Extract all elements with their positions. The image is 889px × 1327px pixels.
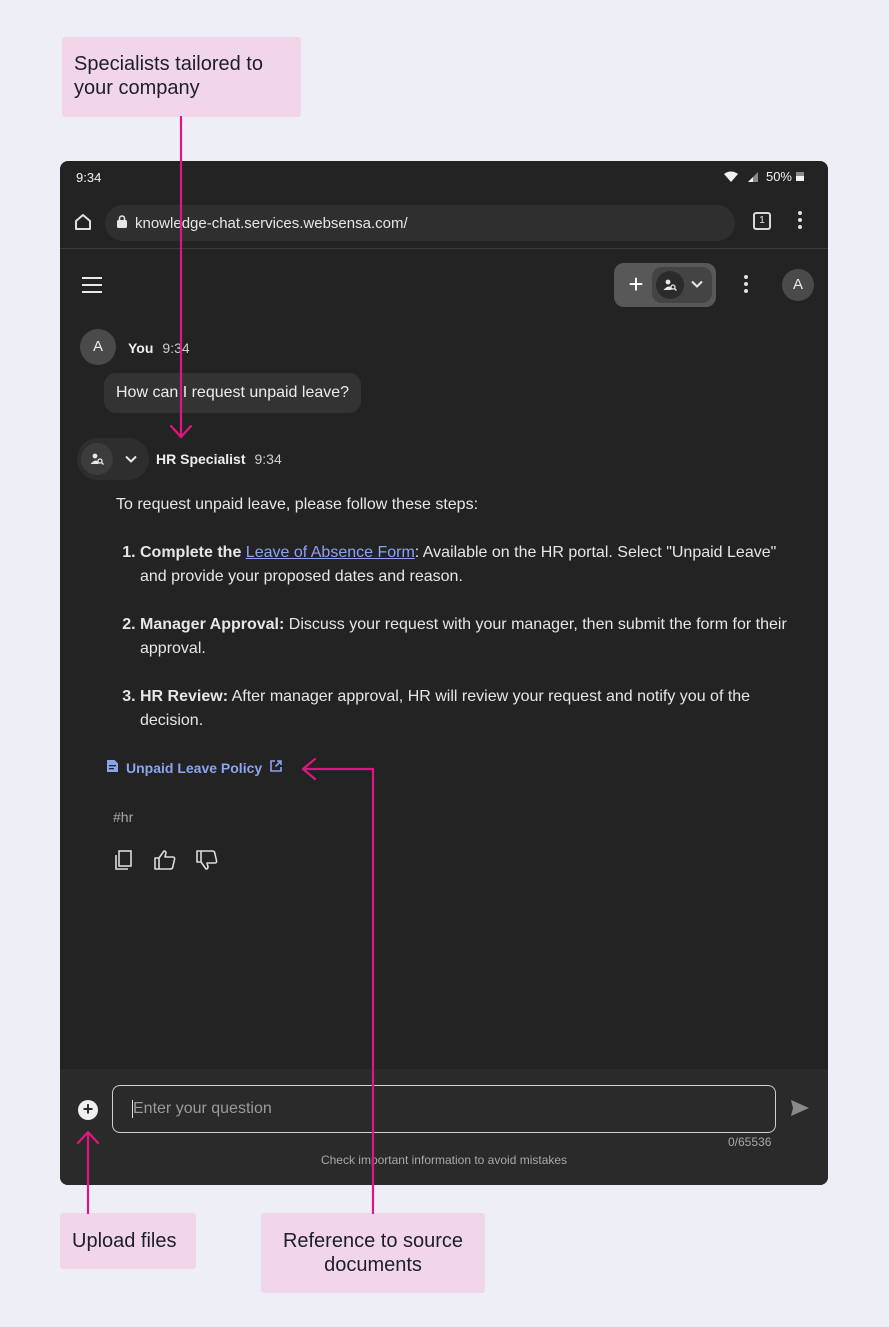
specialist-chip[interactable]: [77, 438, 149, 480]
user-message-header: [128, 340, 190, 356]
tab-switcher-button[interactable]: 1: [753, 212, 771, 230]
upload-file-button[interactable]: +: [78, 1100, 98, 1120]
app-bar: [60, 249, 828, 321]
character-counter: 0/65536: [728, 1135, 772, 1149]
document-icon: [106, 759, 119, 776]
step-title: HR Review:: [140, 688, 229, 705]
ai-message-header: [156, 451, 282, 467]
source-title: Unpaid Leave Policy: [126, 759, 263, 776]
home-icon[interactable]: [72, 211, 94, 233]
copy-icon[interactable]: [113, 849, 135, 876]
ai-message-time: 9:34: [254, 451, 282, 467]
ai-message-body: [116, 493, 796, 757]
step-title: Manager Approval:: [140, 616, 285, 633]
topic-tag: #hr: [113, 809, 134, 825]
list-item: [140, 685, 796, 733]
menu-icon[interactable]: [82, 277, 102, 293]
new-chat-button[interactable]: +: [628, 269, 644, 299]
signal-icon: [746, 171, 758, 183]
browser-toolbar: [60, 199, 828, 249]
status-time: 9:34: [76, 170, 102, 185]
callout-reference-sources: Reference to source documents: [261, 1213, 485, 1293]
lock-icon: [117, 215, 127, 232]
specialist-icon: [81, 443, 113, 475]
ai-message-author: HR Specialist: [156, 451, 246, 467]
message-actions: [113, 849, 219, 876]
user-message-bubble: How can I request unpaid leave?: [104, 373, 361, 413]
external-link-icon: [269, 759, 283, 776]
wifi-icon: [724, 171, 738, 183]
specialist-icon: [656, 271, 684, 299]
send-icon[interactable]: [790, 1099, 810, 1122]
step-text: : Available on the HR portal. Select "Unpaid Leave" and provide your proposed dates and reason.: [140, 544, 777, 585]
answer-intro: To request unpaid leave, please follow these steps:: [116, 496, 479, 513]
thumbs-down-icon[interactable]: [195, 849, 219, 876]
chevron-down-icon: [124, 452, 138, 471]
step-text: Discuss your request with your manager, then submit the form for their approval.: [140, 616, 787, 657]
browser-menu-icon[interactable]: [798, 211, 802, 229]
more-options-icon[interactable]: [744, 275, 748, 293]
user-message-avatar: A: [80, 329, 116, 365]
thumbs-up-icon[interactable]: [153, 849, 177, 876]
callout-specialists: Specialists tailored to your company: [62, 37, 301, 117]
specialist-dropdown[interactable]: [652, 267, 712, 303]
user-avatar[interactable]: A: [782, 269, 814, 301]
source-document-link[interactable]: [106, 759, 283, 776]
address-bar[interactable]: [105, 205, 735, 241]
tablet-screen: [60, 161, 828, 1185]
chevron-down-icon: [690, 277, 704, 296]
list-item: [140, 541, 796, 589]
step-title: Complete the: [140, 544, 246, 561]
composer: [60, 1069, 828, 1185]
question-input[interactable]: [112, 1085, 776, 1133]
status-bar: [60, 161, 828, 195]
url-text: knowledge-chat.services.websensa.com/: [135, 214, 408, 232]
disclaimer: Check important information to avoid mistakes: [320, 1153, 568, 1167]
text-caret: [132, 1100, 133, 1118]
list-item: [140, 613, 796, 661]
battery-icon: [796, 172, 804, 181]
callout-upload-files: Upload files: [60, 1213, 196, 1269]
user-message-author: You: [128, 340, 154, 356]
step-text: After manager approval, HR will review your request and notify you of the decision.: [140, 688, 751, 729]
specialist-selector: [614, 263, 716, 307]
user-message-time: 9:34: [162, 340, 190, 356]
battery-level: 50%: [765, 169, 792, 184]
leave-form-link[interactable]: Leave of Absence Form: [245, 544, 415, 561]
steps-list: [116, 541, 796, 733]
